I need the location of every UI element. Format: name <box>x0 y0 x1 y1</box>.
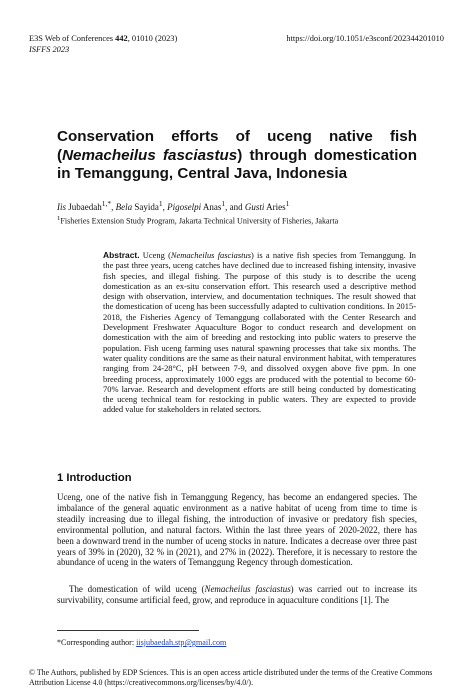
footnote-divider <box>57 630 199 631</box>
section-heading: 1 Introduction <box>57 472 132 484</box>
paper-title: Conservation efforts of uceng native fish (Nemacheilus fasciastus) through domestication in Temanggung, Central Java, Indonesia <box>57 128 417 182</box>
author-list: Iis Jubaedah$^{1,*}$, Bela Sayida$^1$, Pigoselpi Anas$^1$, and Gusti Aries$^1$ <box>57 199 290 212</box>
conference-name: ISFFS 2023 <box>29 44 70 54</box>
email-link[interactable]: iisjubaedah.stp@gmail.com <box>136 638 227 647</box>
affiliation: $^1$Fisheries Extension Study Program, Jakarta Technical University of Fisheries, Jakarta <box>57 215 339 226</box>
abstract-label: Abstract. <box>103 250 140 260</box>
running-header <box>29 34 177 55</box>
author: Bela Sayida$^1$ <box>115 199 163 212</box>
author: Pigoselpi Anas$^1$ <box>167 199 226 212</box>
volume-number: 442 <box>115 34 128 43</box>
footnote: *Corresponding author: iisjubaedah.stp@gmail.com <box>57 638 227 647</box>
license-footer: © The Authors, published by EDP Sciences. This is an open access article distributed under the terms of the Creative Commons Attribution License 4.0 (https://creativecommons.org/licenses/by/4.0/). <box>29 668 433 687</box>
title-species: Nemacheilus fasciastus <box>62 146 238 164</box>
doi-link[interactable]: https://doi.org/10.1051/e3sconf/202344201010 <box>286 34 444 43</box>
intro-paragraph-1: Uceng, one of the native fish in Temanggung Regency, has become an endangered species. The imbalance of the general aquatic environment as a native habitat of uceng from time to time is steadily increasing due to illegal fishing, the introduction of invasive or predatory fish species, environmental pollution, and natural factors. Within the last three years of 2020-2022, there has been a downward trend in the number of uceng stocks in nature. Indicates a decrease over three past years of 39% in (2020), 32 % in (2021), and 27% in (2022). Therefore, it is necessary to restore the abundance of uceng in the waters of Temanggung Regency through domestication. <box>57 492 417 568</box>
abstract: Abstract. Uceng (Nemacheilus fasciastus) is a native fish species from Temanggung. In the past three years, uceng catches have declined due to increased fishing intensity, invasive fish species, and illegal fishing. The purpose of this study is to describe the uceng domestication as an ex-situ conservation effort. This research used a descriptive method design with observation, interview, and documentation techniques. The result showed that the domestication of uceng has been successfully adapted to cultivation conditions. In 2015-2018, the Fisheries Agency of Temanggung collaborated with the Center Research and Development Freshwater Aquaculture Bogor to conduct research and development on domestication with the aim of breeding and restocking into public waters to preserve the population. Fish uceng farming uses natural spawning processes that take six months. The water quality conditions are the same as their natural environment habitat, with temperatures ranging from 24-28°C, pH between 7-9, and dissolved oxygen above five ppm. In one breeding process, approximately 1000 eggs are produced with the potential to become 60-70% larvae. Research and development efforts are still being conducted by domesticating the uceng technical team for restocking in public waters. They are expected to provide added value for stakeholders in related sectors. <box>103 250 416 415</box>
author: Iis Jubaedah$^{1,*}$ <box>57 199 112 212</box>
intro-paragraph-2: The domestication of wild uceng (Nemacheilus fasciastus) was carried out to increase its survivability, consume artificial feed, grow, and reproduce in aquaculture conditions [1]. The <box>57 584 417 605</box>
journal-citation: E3S Web of Conferences 442, 01010 (2023) <box>29 34 178 43</box>
author: Gusti Aries$^1$ <box>244 199 290 212</box>
